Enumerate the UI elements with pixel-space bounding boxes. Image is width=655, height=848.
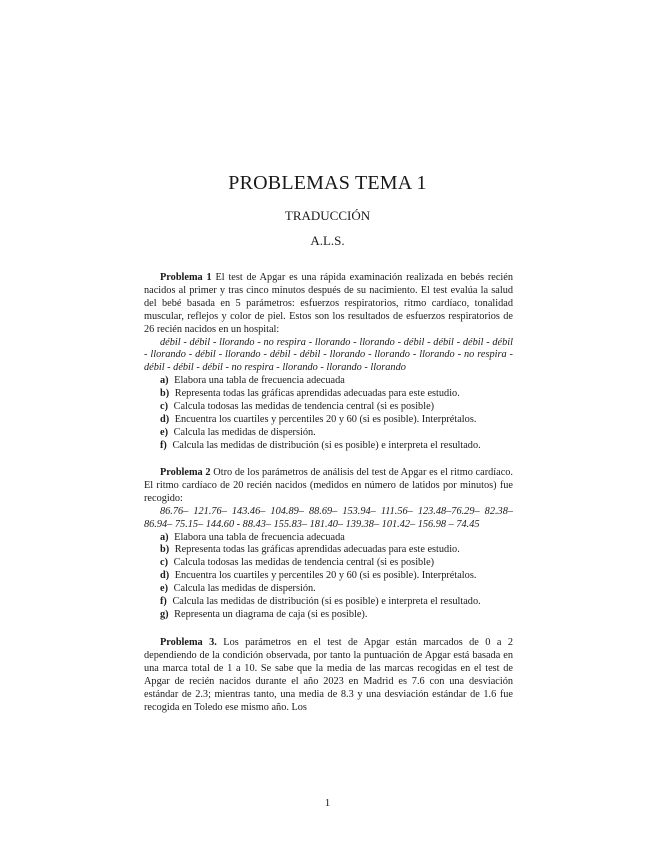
item-text: Calcula todosas las medidas de tendencia central (si es posible) (173, 401, 435, 413)
item-letter: b) (160, 388, 170, 400)
item-letter: d) (160, 413, 170, 425)
item-letter: e) (160, 426, 168, 438)
problem-3-statement (144, 637, 513, 714)
list-item (160, 440, 513, 453)
item-text: Calcula las medidas de distribución (si es posible) e interpreta el resultado. (172, 439, 481, 451)
problem-2-items (144, 532, 513, 622)
problem-3 (144, 637, 513, 714)
list-item (160, 544, 513, 557)
problem-2-statement (144, 467, 513, 506)
problem-2-text: Otro de los parámetros de análisis del test de Apgar es el ritmo cardíaco. El ritmo cardíaco de 20 recién nacidos (medidos en número de latidos por minutos) fue recogido: (144, 467, 513, 504)
item-letter: f) (160, 596, 167, 608)
page-number: 1 (324, 797, 331, 809)
problem-1-statement (144, 272, 513, 337)
item-text: Elabora una tabla de frecuencia adecuada (174, 531, 345, 543)
item-text: Encuentra los cuartiles y percentiles 20 y 60 (si es posible). Interprétalos. (174, 413, 477, 425)
problem-1-items (144, 375, 513, 452)
item-text: Encuentra los cuartiles y percentiles 20 y 60 (si es posible). Interprétalos. (174, 570, 477, 582)
item-text: Elabora una tabla de frecuencia adecuada (174, 375, 345, 387)
list-item (160, 375, 513, 388)
list-item (160, 557, 513, 570)
item-letter: g) (160, 608, 169, 620)
list-item (160, 427, 513, 440)
list-item (160, 596, 513, 609)
list-item (160, 570, 513, 583)
item-text: Calcula todosas las medidas de tendencia central (si es posible) (173, 557, 435, 569)
problem-1-text: El test de Apgar es una rápida examinación realizada en bebés recién nacidos al primer y tras cinco minutos después de su nacimiento. El test evalúa la salud del bebé basada en 5 parámetros: esfuerzos respiratorios, ritmo cardíaco, tonalidad muscular, reflejos y color de piel. Estos son los resultados de esfuerzos respiratorios de 26 recién nacidos en un hospital: (144, 272, 513, 335)
item-letter: a) (160, 375, 169, 387)
problem-3-heading: Problema 3. (160, 637, 217, 648)
document-author: A.L.S. (310, 233, 345, 248)
list-item (160, 414, 513, 427)
item-text: Calcula las medidas de distribución (si es posible) e interpreta el resultado. (172, 596, 481, 608)
list-item (160, 388, 513, 401)
item-letter: e) (160, 583, 168, 595)
item-text: Calcula las medidas de dispersión. (173, 583, 316, 595)
list-item (160, 583, 513, 596)
item-letter: c) (160, 557, 168, 569)
item-letter: b) (160, 544, 170, 556)
item-letter: c) (160, 401, 168, 413)
list-item (160, 609, 513, 622)
item-text: Representa todas las gráficas aprendidas adecuadas para este estudio. (174, 388, 460, 400)
problem-2-data: 86.76– 121.76– 143.46– 104.89– 88.69– 153.94– 111.56– 123.48–76.29– 82.38– 86.94– 75.15– 144.60 - 88.43– 155.83– 181.40– 139.38– 101.42– 156.98 – 74.45 (144, 505, 513, 530)
problem-1-heading: Problema 1 (160, 272, 212, 283)
problem-1 (144, 272, 513, 453)
document-title: PROBLEMAS TEMA 1 (228, 172, 427, 194)
item-letter: f) (160, 439, 167, 451)
list-item (160, 401, 513, 414)
problem-2 (144, 467, 513, 622)
problem-1-data: débil - débil - llorando - no respira - llorando - llorando - débil - débil - débil - débil - llorando - débil - llorando - débil - débil - llorando - llorando - llorando - no respira - débil - débil - débil - no respira - llorando - llorando - llorando (144, 336, 513, 374)
problem-2-heading: Problema 2 (160, 467, 211, 478)
problem-3-text: Los parámetros en el test de Apgar están marcados de 0 a 2 dependiendo de la condición observada, por tanto la puntuación de Apgar está basada en una marca total de 1 a 10. Se sabe que la media de las marcas recogidas en el test de Apgar de recién nacidos durante el año 2023 en Madrid es 7.6 con una desviación estándar de 2.3; mientras tanto, una media de 8.3 y una desviación estándar de 1.6 fue recogida en Toledo ese mismo año. Los (144, 637, 513, 713)
item-text: Calcula las medidas de dispersión. (173, 426, 316, 438)
item-text: Representa un diagrama de caja (si es posible). (174, 608, 368, 620)
list-item (160, 532, 513, 545)
item-letter: a) (160, 531, 169, 543)
document-subtitle: TRADUCCIÓN (284, 208, 371, 223)
item-letter: d) (160, 570, 170, 582)
item-text: Representa todas las gráficas aprendidas adecuadas para este estudio. (174, 544, 460, 556)
